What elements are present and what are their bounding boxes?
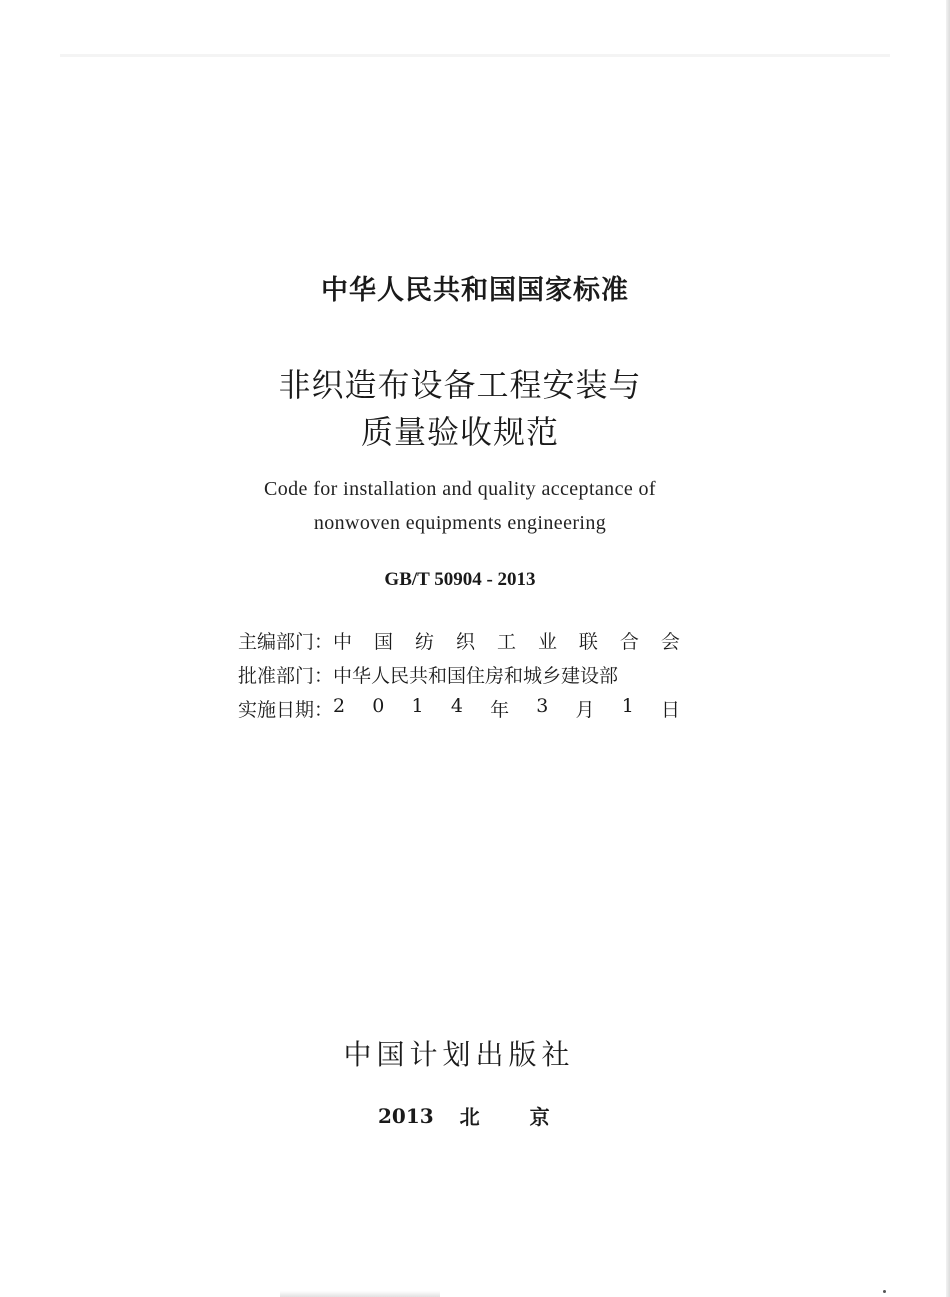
editor-char: 国 bbox=[374, 630, 394, 653]
scan-smudge-bottom bbox=[280, 1291, 440, 1297]
national-standard-heading: 中华人民共和国国家标准 bbox=[321, 275, 629, 306]
date-char: 2 bbox=[333, 694, 346, 717]
publication-line bbox=[378, 1101, 550, 1130]
editor-char: 中 bbox=[333, 630, 353, 653]
date-char: 日 bbox=[660, 698, 680, 721]
standard-code: GB/T 50904 - 2013 bbox=[384, 569, 536, 590]
editor-label: 主编部门： bbox=[238, 630, 334, 653]
date-char: 年 bbox=[490, 698, 510, 721]
editor-char: 会 bbox=[660, 630, 680, 653]
scan-shade-top bbox=[60, 54, 890, 57]
title-en-line2: nonwoven equipments engineering bbox=[313, 512, 607, 534]
date-char: 1 bbox=[621, 694, 634, 717]
date-label: 实施日期： bbox=[238, 698, 334, 721]
scan-speck bbox=[883, 1290, 886, 1293]
date-char: 3 bbox=[536, 694, 549, 717]
date-value bbox=[333, 695, 698, 722]
editor-char: 合 bbox=[619, 630, 639, 653]
publisher-name: 中国计划出版社 bbox=[343, 1038, 575, 1071]
editor-char: 联 bbox=[578, 630, 598, 653]
approver-value: 中华人民共和国住房和城乡建设部 bbox=[333, 664, 619, 687]
editor-char: 织 bbox=[455, 630, 475, 653]
editor-value bbox=[333, 627, 698, 654]
date-char: 1 bbox=[411, 694, 424, 717]
publication-city-char: 北 bbox=[459, 1105, 480, 1129]
publication-city-char: 京 bbox=[529, 1105, 550, 1129]
title-en-line1: Code for installation and quality acceptance of bbox=[264, 478, 656, 500]
approver-row bbox=[238, 659, 698, 689]
date-char: 月 bbox=[575, 698, 595, 721]
date-char: 0 bbox=[372, 694, 385, 717]
scan-edge-right bbox=[946, 0, 950, 1297]
editor-char: 工 bbox=[496, 630, 516, 653]
publication-year: 2013 bbox=[378, 1103, 434, 1128]
editor-row bbox=[238, 625, 698, 655]
approver-label: 批准部门： bbox=[238, 664, 334, 687]
editor-char: 纺 bbox=[414, 630, 434, 653]
title-cn-line1: 非织造布设备工程安装与 bbox=[278, 366, 642, 404]
date-char: 4 bbox=[450, 694, 463, 717]
title-cn-line2: 质量验收规范 bbox=[360, 413, 559, 451]
effective-date-row bbox=[238, 693, 698, 723]
editor-char: 业 bbox=[537, 630, 557, 653]
